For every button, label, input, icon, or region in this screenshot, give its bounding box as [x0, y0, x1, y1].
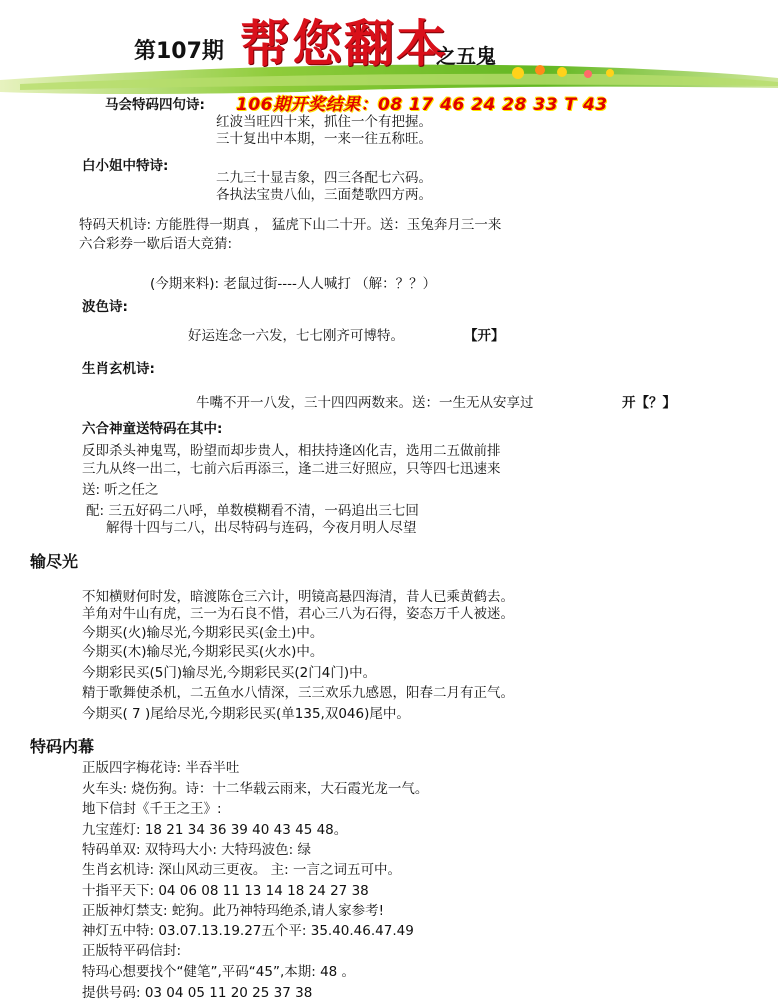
text-line: 十指平天下: 04 06 08 11 13 14 18 24 27 38: [82, 883, 369, 899]
poem-line: 各执法宝贵八仙，三面楚歌四方两。: [216, 187, 432, 203]
poem-line: 二九三十显吉象，四三各配七六码。: [216, 170, 432, 186]
text-line: 今期彩民买(5门)输尽光,今期彩民买(2门4门)中。: [82, 665, 377, 681]
text-line: 火车头: 烧伤狗。诗：十二华载云雨来，大石霞光龙一气。: [82, 781, 429, 797]
draw-result: 106期开奖结果：08 17 46 24 28 33 T 43: [236, 95, 608, 115]
text-line: 神灯五中特: 03.07.13.19.27五个平: 35.40.46.47.49: [82, 923, 414, 939]
text-line: 精于歌舞使杀机，二五鱼水八情深，三三欢乐九感恩，阳春二月有正气。: [82, 685, 514, 701]
text-line: 生肖玄机诗: 深山风动三更夜。 主: 一言之词五可中。: [82, 862, 401, 878]
poem-line: 牛嘴不开一八发，三十四四两数来。送：一生无从安享过: [196, 395, 534, 411]
brand-subtitle: 之五鬼: [436, 44, 496, 68]
text-line: (今期来料): 老鼠过街----人人喊打 （解：？？）: [150, 276, 437, 292]
text-line: 六合彩券一歇后语大竞猜:: [79, 236, 233, 252]
brand-title: 帮您翻本: [240, 14, 448, 73]
text-line: 提供号码: 03 04 05 11 20 25 37 38: [82, 985, 313, 1001]
text-line: 解得十四与二八，出尽特码与连码，今夜月明人尽望: [106, 520, 417, 536]
section-label: 生肖玄机诗:: [82, 361, 155, 377]
text-line: 今期买(木)输尽光,今期彩民买(火水)中。: [82, 644, 324, 660]
section-title: 特码内幕: [30, 737, 95, 756]
poem-line: 好运连念一六发，七七刚齐可博特。: [188, 328, 404, 344]
issue-number: 第107期: [134, 39, 224, 64]
text-line: 特码单双: 双特玛大小: 大特玛波色: 绿: [82, 842, 312, 858]
poem-tag: 【开】: [464, 328, 505, 344]
text-line: 特玛心想要找个“健笔”,平码“45”,本期: 48 。: [82, 964, 356, 980]
text-line: 羊角对牛山有虎，三一为石良不惜，君心三八为石得，姿态万千人被迷。: [82, 606, 514, 622]
flower-decoration: [535, 65, 545, 75]
text-line: 正版特平码信封:: [82, 943, 182, 959]
poem-tag: 开【？】: [622, 395, 676, 411]
text-line: 正版四字梅花诗: 半吞半吐: [82, 760, 240, 776]
text-line: 不知横财何时发，暗渡陈仓三六计，明镜高悬四海清，昔人已乘黄鹤去。: [82, 589, 514, 605]
poem-line: 三十复出中本期，一来一往五称旺。: [216, 131, 432, 147]
text-line: 今期买(火)输尽光,今期彩民买(金土)中。: [82, 625, 324, 641]
section-label: 波色诗:: [82, 299, 128, 315]
section-label: 六合神童送特码在其中:: [82, 421, 223, 437]
text-line: 特码天机诗: 方能胜得一期真 ， 猛虎下山二十开。送：玉兔奔月三一来: [79, 217, 502, 233]
flower-decoration: [606, 69, 614, 77]
section-label: 白小姐中特诗:: [82, 158, 169, 174]
section-label: 马会特码四句诗:: [105, 97, 205, 113]
poem-line: 红波当旺四十来，抓住一个有把握。: [216, 114, 432, 130]
poem-line: 反即杀头神鬼骂，盼望而却步贵人，相扶持逢凶化吉，选用二五做前排: [82, 443, 501, 459]
text-line: 今期买( 7 )尾给尽光,今期彩民买(单135,双046)尾中。: [82, 706, 410, 722]
flower-decoration: [557, 67, 567, 77]
text-line: 地下信封《千王之王》:: [82, 801, 222, 817]
flower-decoration: [584, 70, 592, 78]
section-title: 输尽光: [30, 552, 79, 571]
flower-decoration: [512, 67, 524, 79]
text-line: 九宝莲灯: 18 21 34 36 39 40 43 45 48。: [82, 822, 348, 838]
poem-line: 三九从终一出二，七前六后再添三，逢二进三好照应，只等四七迅速来: [82, 461, 501, 477]
text-line: 正版神灯禁支: 蛇狗。此乃神特玛绝杀,请人家参考!: [82, 903, 385, 919]
text-line: 配: 三五好码二八呼，单数模糊看不清，一码追出三七回: [86, 503, 419, 519]
text-line: 送: 听之任之: [82, 482, 159, 498]
